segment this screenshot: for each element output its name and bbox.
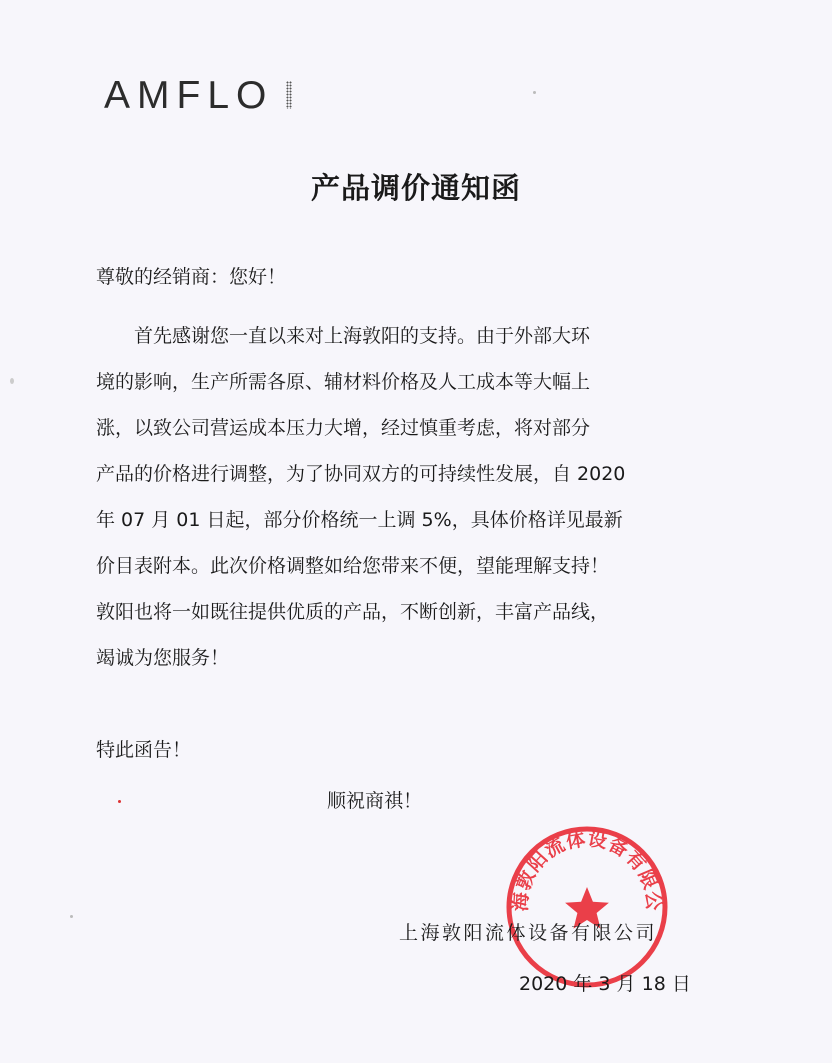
- company-logo: [104, 74, 273, 118]
- body-line: 年 07 月 01 日起，部分价格统一上调 5%，具体价格详见最新: [96, 509, 623, 531]
- document-title: 产品调价通知函: [310, 171, 521, 205]
- body-line: 涨，以致公司营运成本压力大增，经过慎重考虑，将对部分: [96, 417, 591, 439]
- closing-remark: 特此函告！: [96, 739, 192, 761]
- body-line: 境的影响，生产所需各原、辅材料价格及人工成本等大幅上: [96, 371, 591, 393]
- body-line: 敦阳也将一如既往提供优质的产品，不断创新，丰富产品线，: [96, 601, 610, 623]
- seal-graphic: [503, 823, 671, 991]
- logo-text: AMFLO: [104, 74, 274, 117]
- body-line: 产品的价格进行调整，为了协同双方的可持续性发展，自 2020: [96, 463, 626, 485]
- paper-speck: [10, 378, 14, 384]
- logo-dots-icon: [286, 81, 292, 109]
- letter-body: [96, 313, 716, 681]
- body-line: 竭诚为您服务！: [96, 647, 230, 669]
- signature-date: 2020 年 3 月 18 日: [519, 973, 691, 995]
- paper-speck: [533, 91, 536, 94]
- body-line: 首先感谢您一直以来对上海敦阳的支持。由于外部大环: [134, 325, 591, 347]
- paper-speck: [70, 915, 73, 918]
- closing-greeting: 顺祝商祺！: [327, 790, 423, 812]
- body-line: 价目表附本。此次价格调整如给您带来不便，望能理解支持！: [96, 555, 610, 577]
- greeting: 尊敬的经销商：您好！: [96, 266, 287, 288]
- paper-speck: [118, 800, 121, 803]
- seal-text: 海敦阳流体设备有限公: [509, 828, 665, 913]
- company-seal-stamp: [503, 823, 671, 991]
- signature-company: 上海敦阳流体设备有限公司: [399, 922, 658, 944]
